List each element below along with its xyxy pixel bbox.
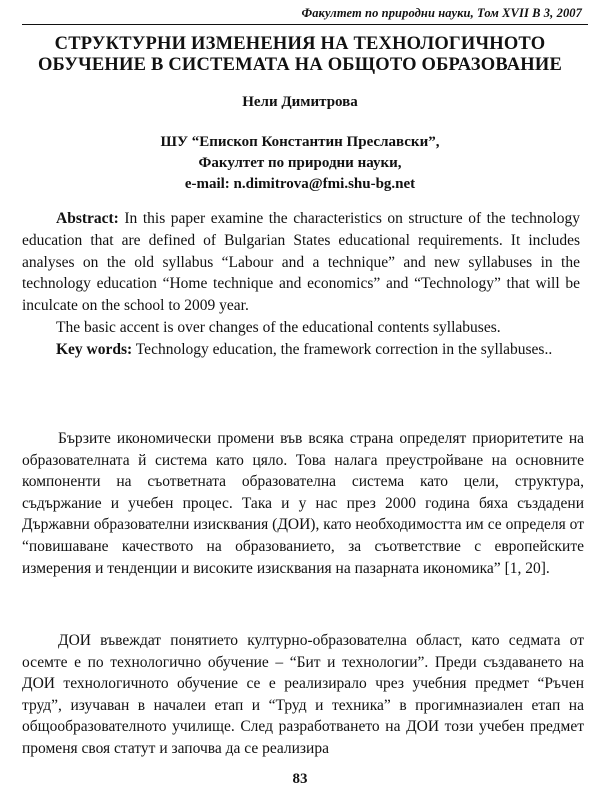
abstract-accent: The basic accent is over changes of the educational contents syllabuses.: [56, 318, 501, 336]
body-paragraph-2-text: ДОИ въвеждат понятието културно-образователна област, като седмата от осемте е по технологично обучение – “Бит и технологии”. Преди създаването на ДОИ технологичното обучение се е реализирало чрез учебния предмет “Ръчен труд”, изучаван в началеи етап и “Труд и техника” в прогимназиален етап на общообразователното училище. След разработването на ДОИ този учебен предмет променя своя статут и започва да се реализира: [22, 632, 584, 757]
abstract-section: [22, 208, 580, 361]
header-divider: [22, 24, 588, 25]
paper-title: [0, 34, 600, 76]
affiliation: [0, 132, 600, 195]
affiliation-faculty: Факултет по природни науки,: [198, 155, 402, 171]
title-line-1: СТРУКТУРНИ ИЗМЕНЕНИЯ НА ТЕХНОЛОГИЧНОТО: [54, 34, 546, 54]
running-header: Факултет по природни науки, Том XVII В 3, 2007: [301, 6, 582, 20]
keywords-paragraph: [22, 339, 580, 361]
keywords-label: Key words:: [56, 340, 133, 358]
affiliation-email: e-mail: n.dimitrova@fmi.shu-bg.net: [184, 176, 416, 192]
abstract-label: Abstract:: [56, 210, 119, 227]
author-name: Нели Димитрова: [242, 94, 358, 110]
abstract-text: In this paper examine the characteristics on structure of the technology education that are defined of Bulgarian States educational requirements. It includes analyses on the old syllabus “Labour and a technique” and new syllabuses in the technology education “Home technique and economics” and “Technology” that will be inculcate on the school to 2009 year.: [22, 210, 580, 315]
page-number: 83: [292, 771, 308, 787]
affiliation-institution: ШУ “Епископ Константин Преславски”,: [160, 134, 440, 150]
body-paragraph-1: [22, 428, 584, 579]
body-paragraph-2: [22, 630, 584, 760]
title-line-2: ОБУЧЕНИЕ В СИСТЕМАТА НА ОБЩОТО ОБРАЗОВАНИЕ: [37, 55, 563, 75]
body-paragraph-1-text: Бързите икономически промени във всяка страна определят приоритетите на образователната й система като цяло. Това налага преустройване на основните компоненти на съответната образователна система като цели, структура, съдържание и учебен процес. Така и у нас през 2000 година бяха създадени Държавни образователни изисквания (ДОИ), като необходимостта им се определя от “повишаване качеството на образованието, за съответствие с европейските измерения и тенденции и високите изисквания на пазарната икономика” [1, 20].: [22, 430, 584, 577]
abstract-paragraph: [22, 208, 580, 317]
keywords-text: Technology education, the framework correction in the syllabuses..: [132, 340, 553, 358]
